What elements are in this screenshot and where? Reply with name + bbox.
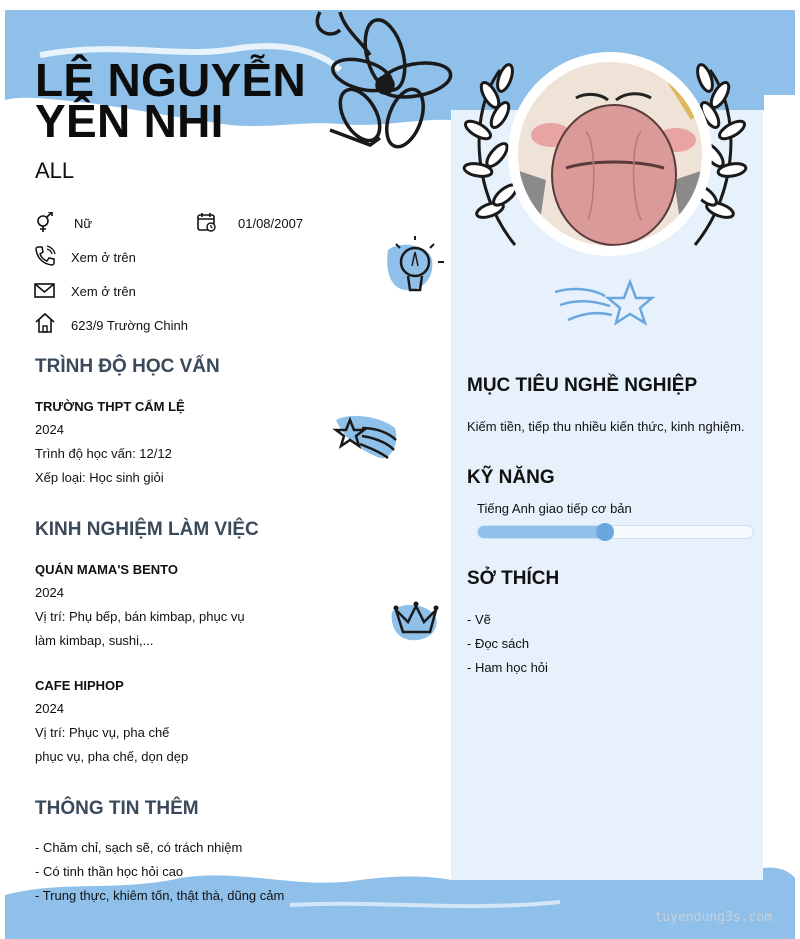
education-heading: TRÌNH ĐỘ HỌC VẤN: [35, 356, 220, 377]
crown-doodle: [392, 602, 439, 641]
job-company: QUÁN MAMA'S BENTO: [35, 562, 178, 577]
skill-level-bar: [478, 526, 605, 538]
shooting-star-doodle: [336, 416, 396, 458]
education-year: 2024: [35, 422, 64, 437]
home-icon: [34, 312, 56, 334]
skills-heading: KỸ NĂNG: [467, 467, 555, 488]
education-rank: Xếp loại: Học sinh giỏi: [35, 470, 164, 485]
job-detail: Vị trí: Phụ bếp, bán kimbap, phục vụ: [35, 609, 245, 624]
avatar: [516, 60, 704, 248]
birthday-value: 01/08/2007: [238, 216, 304, 231]
objective-text: Kiếm tiền, tiếp thu nhiều kiến thức, kinh nghiệm.: [467, 419, 745, 434]
phone-value: Xem ở trên: [71, 250, 136, 265]
education-school: TRƯỜNG THPT CẨM LỆ: [35, 399, 185, 414]
gender-icon: [34, 212, 56, 234]
address-value: 623/9 Trường Chinh: [71, 318, 188, 333]
objective-heading: MỤC TIÊU NGHỀ NGHIỆP: [467, 375, 698, 396]
lightbulb-doodle: [387, 236, 444, 290]
extra-info-item: - Trung thực, khiêm tốn, thật thà, dũng cảm: [35, 888, 285, 903]
email-value: Xem ở trên: [71, 284, 136, 299]
calendar-icon: [196, 211, 218, 233]
experience-heading: KINH NGHIỆM LÀM VIỆC: [35, 519, 259, 540]
candidate-name: [35, 54, 307, 147]
extra-info-heading: THÔNG TIN THÊM: [35, 798, 199, 819]
job-detail: phục vụ, pha chế, dọn dẹp: [35, 749, 189, 764]
education-level: Trình độ học vấn: 12/12: [35, 446, 172, 461]
name-line-1: LÊ NGUYỄN: [35, 54, 307, 106]
skill-name: Tiếng Anh giao tiếp cơ bản: [477, 501, 632, 516]
extra-info-item: - Có tinh thần học hỏi cao: [35, 864, 184, 879]
hobby-item: - Vẽ: [467, 612, 491, 627]
job-year: 2024: [35, 585, 64, 600]
job-company: CAFE HIPHOP: [35, 678, 124, 693]
phone-icon: [34, 245, 56, 267]
star-doodle: [555, 282, 652, 323]
name-line-2: YÊN NHI: [35, 95, 224, 147]
watermark: tuyendung3s.com: [654, 910, 772, 925]
email-icon: [34, 280, 56, 302]
job-title: ALL: [35, 158, 75, 183]
extra-info-item: - Chăm chỉ, sạch sẽ, có trách nhiệm: [35, 840, 243, 855]
hobby-item: - Đọc sách: [467, 636, 530, 651]
job-year: 2024: [35, 701, 64, 716]
job-detail: Vị trí: Phục vụ, pha chế: [35, 725, 170, 740]
hobby-item: - Ham học hỏi: [467, 660, 548, 675]
gender-value: Nữ: [74, 216, 93, 231]
hobbies-heading: SỞ THÍCH: [467, 568, 560, 589]
skill-level-knob: [596, 523, 614, 541]
job-detail: làm kimbap, sushi,...: [35, 633, 154, 648]
